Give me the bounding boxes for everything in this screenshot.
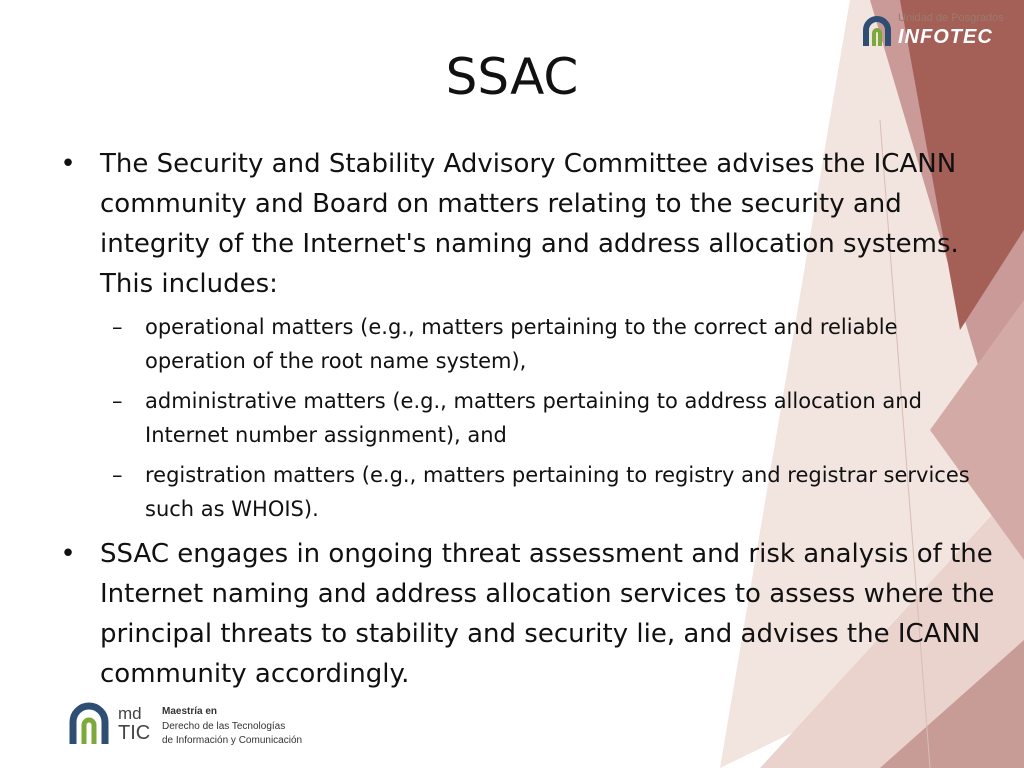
bullet-2-text: SSAC engages in ongoing threat assessment and risk analysis of the Internet naming and address allocation services to assess where the principal threats to stability and security lie, and advises the ICANN community accordingly. (100, 539, 995, 689)
bullet-2 (58, 534, 998, 694)
sub-bullet-dash: – (112, 389, 123, 413)
bullet-1 (58, 144, 998, 304)
unidad-posgrados-label: Unidad de Posgrados (898, 12, 1004, 24)
bullet-dot: • (60, 539, 76, 569)
footer-program-line1: Maestría en (162, 706, 218, 717)
infotec-label: INFOTEC (898, 26, 993, 48)
sub-bullet-list (58, 310, 998, 526)
sub-bullet-3-text: registration matters (e.g., matters pertaining to registry and registrar services such as WHOIS). (145, 463, 970, 521)
sub-bullet-2-text: administrative matters (e.g., matters pertaining to address allocation and Internet number assignment), and (145, 389, 922, 447)
sub-bullet-dash: – (112, 463, 123, 487)
sub-bullet-1-text: operational matters (e.g., matters pertaining to the correct and reliable operation of the root name system), (145, 315, 898, 373)
mdtic-tic-label: TIC (118, 722, 151, 744)
slide-title: SSAC (445, 48, 579, 106)
bullet-1-text: The Security and Stability Advisory Committee advises the ICANN community and Board on matters relating to the security and integrity of the Internet's naming and address allocation systems. This includes: (100, 149, 959, 299)
mdtic-logo-icon (66, 702, 112, 750)
sub-bullet-3 (58, 458, 998, 526)
slide-content (58, 144, 998, 694)
sub-bullet-1 (58, 310, 998, 378)
bullet-dot: • (60, 149, 76, 179)
mdtic-brand (66, 698, 326, 754)
footer-program-line3: de Información y Comunicación (162, 735, 303, 746)
sub-bullet-dash: – (112, 315, 123, 339)
mdtic-md-label: md (118, 704, 142, 723)
infotec-logo-icon (860, 14, 894, 52)
footer-program-line2: Derecho de las Tecnologías (162, 721, 286, 732)
sub-bullet-2 (58, 384, 998, 452)
